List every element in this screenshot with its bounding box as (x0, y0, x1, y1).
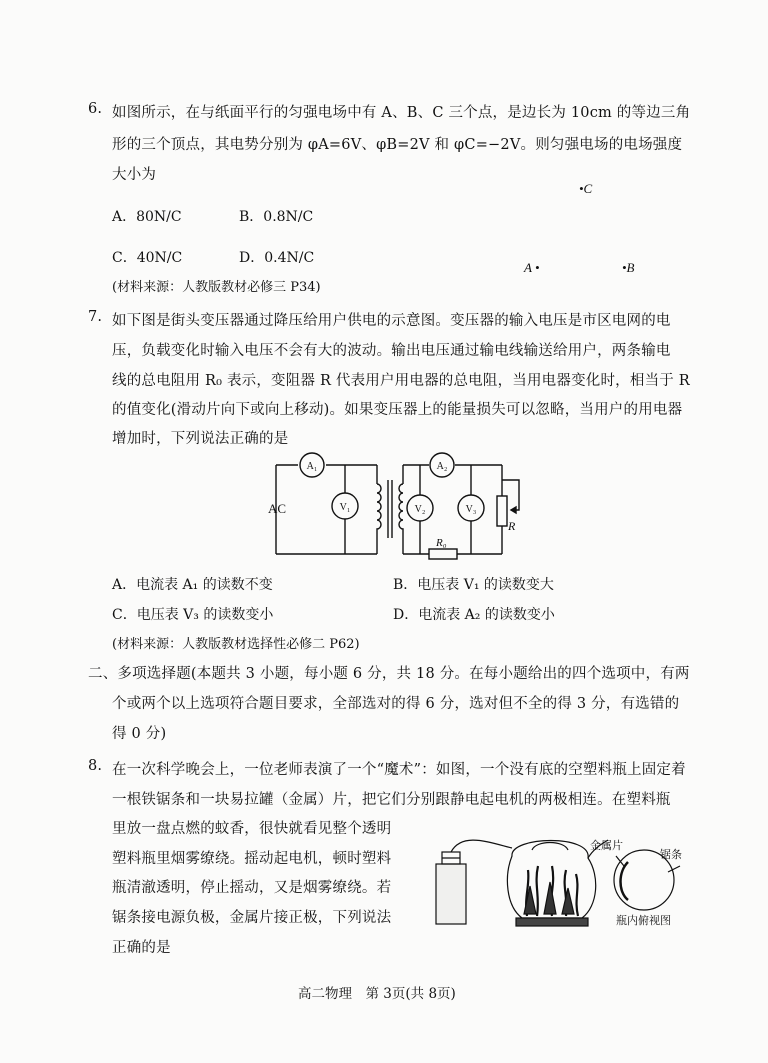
q6-option-c: C．40N/C (112, 250, 183, 266)
magic-bottle-figure (432, 826, 692, 930)
q7-option-b: B．电压表 V₁ 的读数变大 (393, 577, 554, 593)
q7-line-4: 的值变化(滑动片向下或向上移动)。如果变压器上的能量损失可以忽略，当用户的用电器 (112, 402, 683, 418)
point-b-label: •B (622, 260, 635, 275)
rheostat-r-label: R (508, 519, 516, 533)
page-footer: 高二物理 第 3页(共 8页) (298, 986, 456, 1002)
q7-option-a: A．电流表 A₁ 的读数不变 (112, 577, 273, 593)
q8-line-6: 锯条接电源负极，金属片接正极，下列说法 (112, 910, 392, 926)
ammeter-a2-label: A₂ (436, 461, 448, 472)
q7-line-1: 如下图是街头变压器通过降压给用户供电的示意图。变压器的输入电压是市区电网的电 (112, 313, 671, 329)
q6-line-3: 大小为 (112, 167, 157, 183)
q8-number: 8. (88, 758, 103, 774)
section2-line-3: 得 0 分) (112, 726, 167, 742)
saw-blade-label: 锯条 (660, 849, 682, 861)
ammeter-a1-label: A₁ (306, 461, 318, 472)
q6-line-1: 如图所示，在与纸面平行的匀强电场中有 A、B、C 三个点，是边长为 10cm 的等边三角 (112, 105, 691, 121)
q7-option-d: D．电流表 A₂ 的读数变小 (393, 607, 555, 623)
top-view-caption: 瓶内俯视图 (616, 915, 671, 927)
q8-line-7: 正确的是 (112, 940, 171, 956)
q7-option-c: C．电压表 V₃ 的读数变小 (112, 607, 274, 623)
q8-line-3: 里放一盘点燃的蚊香，很快就看见整个透明 (112, 821, 392, 837)
q7-line-2: 压，负载变化时输入电压不会有大的波动。输出电压通过输电线输送给用户，两条输电 (112, 343, 671, 359)
transformer-circuit-diagram (262, 452, 532, 568)
q6-option-b: B．0.8N/C (239, 209, 314, 225)
q6-source: (材料来源：人教版教材必修三 P34) (112, 280, 321, 295)
q7-line-5: 增加时，下列说法正确的是 (112, 431, 289, 447)
point-a-label: A • (524, 260, 540, 275)
q6-line-2: 形的三个顶点，其电势分别为 φA=6V、φB=2V 和 φC=−2V。则匀强电场的电场强度 (112, 137, 683, 153)
voltmeter-v2-label: V₂ (414, 504, 426, 515)
q7-source: (材料来源：人教版教材选择性必修二 P62) (112, 637, 360, 652)
section2-line-2: 个或两个以上选项符合题目要求，全部选对的得 6 分，选对但不全的得 3 分，有选错的 (112, 696, 680, 712)
voltmeter-v3-label: V₃ (465, 504, 477, 515)
q6-number: 6. (88, 101, 103, 117)
q8-line-2: 一根铁锯条和一块易拉罐（金属）片，把它们分别跟静电起电机的两极相连。在塑料瓶 (112, 792, 671, 808)
q8-line-1: 在一次科学晚会上，一位老师表演了一个“魔术”：如图，一个没有底的空塑料瓶上固定着 (112, 762, 686, 778)
metal-sheet-label: 金属片 (590, 840, 623, 852)
q7-number: 7. (88, 309, 103, 325)
r0-label: R₀ (436, 537, 447, 549)
voltmeter-v1-label: V₁ (339, 502, 351, 513)
section2-line-1: 二、多项选择题(本题共 3 小题，每小题 6 分，共 18 分。在每小题给出的四个选项中，有两 (88, 666, 690, 682)
q7-line-3: 线的总电阻用 R₀ 表示，变阻器 R 代表用户用电器的总电阻，当用电器变化时，相当于 R (112, 373, 690, 389)
q6-option-a: A．80N/C (112, 209, 182, 225)
q8-line-5: 瓶清澈透明，停止摇动，又是烟雾缭绕。若 (112, 880, 392, 896)
q8-line-4: 塑料瓶里烟雾缭绕。摇动起电机，顿时塑料 (112, 851, 392, 867)
ac-source-label: AC (268, 501, 287, 516)
q6-option-d: D．0.4N/C (239, 250, 315, 266)
point-c-label: •C (579, 181, 593, 196)
